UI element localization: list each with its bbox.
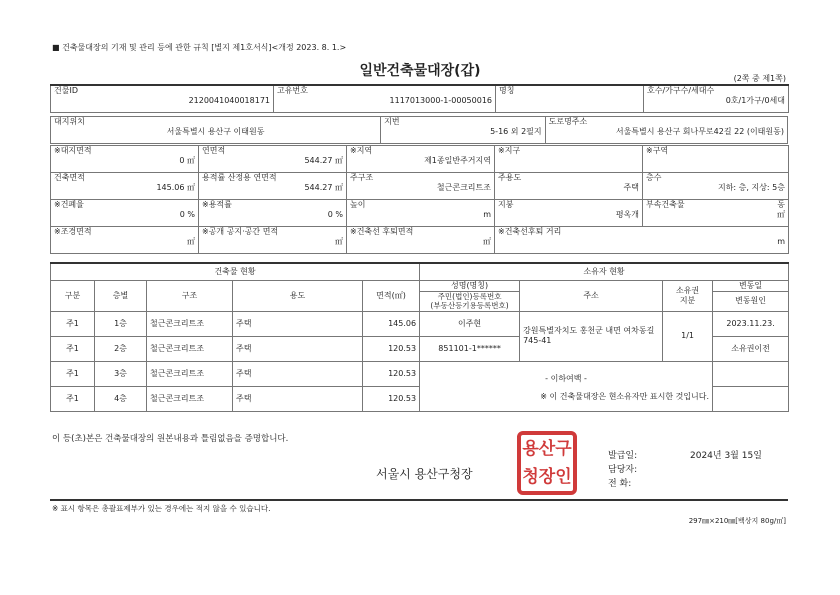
row2-structure: 철근콘크리트조 xyxy=(147,336,233,361)
row4-use: 주택 xyxy=(233,386,363,411)
setback-area-label: ※건축선 후퇴면적 xyxy=(350,227,414,236)
row3-change-empty xyxy=(713,361,789,386)
structure-label: 주구조 xyxy=(350,173,374,182)
row4-gubun: 주1 xyxy=(51,386,95,411)
col-share: 소유권 지분 xyxy=(663,280,713,311)
height-value: m xyxy=(483,210,491,219)
annex-cell xyxy=(643,200,789,227)
building-area-cell xyxy=(51,173,199,200)
row2-gubun: 주1 xyxy=(51,336,95,361)
annex-value: 동 xyxy=(777,200,785,209)
open-space-cell xyxy=(199,227,347,254)
row4-area: 120.53 xyxy=(363,386,420,411)
zone-value: 제1종일반주거지역 xyxy=(424,156,491,165)
owner-share: 1/1 xyxy=(663,311,713,361)
row2-use: 주택 xyxy=(233,336,363,361)
far-floor-cell xyxy=(199,173,347,200)
land-area-label: ※대지면적 xyxy=(54,146,92,155)
row3-use: 주택 xyxy=(233,361,363,386)
units-cell xyxy=(644,85,789,112)
height-label: 높이 xyxy=(350,200,366,209)
owner-change-date: 2023.11.23. xyxy=(713,311,789,336)
total-floor-value: 544.27 ㎡ xyxy=(304,156,343,165)
building-id-label: 건물ID xyxy=(54,86,78,95)
road-label: 도로명주소 xyxy=(548,117,588,126)
page-info: (2쪽 중 제1쪽) xyxy=(733,74,786,83)
roof-cell xyxy=(495,200,643,227)
structure-value: 철근콘크리트조 xyxy=(436,183,491,192)
paper-size: 297㎜×210㎜[백상지 80g/㎡] xyxy=(688,517,786,525)
col-owner-regno: 주민(법인)등록번호 (부동산등기용등록번호) xyxy=(420,291,520,311)
landscape-label: ※조경면적 xyxy=(54,227,92,236)
col-structure: 구조 xyxy=(147,280,233,311)
setback-dist-value: m xyxy=(777,237,785,246)
officer-label: 담당자: xyxy=(608,465,638,475)
row3-floor: 3층 xyxy=(95,361,147,386)
lot-value: 5-16 외 2필지 xyxy=(490,127,542,136)
owner-change-reason: 소유권이전 xyxy=(713,336,789,361)
landscape-value: ㎡ xyxy=(187,237,195,246)
site-cell xyxy=(51,117,381,144)
col-use: 용도 xyxy=(233,280,363,311)
footer-rule xyxy=(50,499,788,501)
row1-structure: 철근콘크리트조 xyxy=(147,311,233,336)
unique-no-value: 1117013000-1-00050016 xyxy=(389,96,492,105)
name-label: 명칭 xyxy=(499,86,515,95)
col-owner-address: 주소 xyxy=(520,280,663,311)
lot-label: 지번 xyxy=(384,117,400,126)
main-use-label: 주용도 xyxy=(498,173,522,182)
blank-note: - 이하여백 - xyxy=(545,374,587,383)
land-area-value: 0 ㎡ xyxy=(179,156,195,165)
row3-gubun: 주1 xyxy=(51,361,95,386)
row4-floor: 4층 xyxy=(95,386,147,411)
row1-use: 주택 xyxy=(233,311,363,336)
row4-structure: 철근콘크리트조 xyxy=(147,386,233,411)
certify-text: 이 등(초)본은 건축물대장의 원본내용과 틀림없음을 증명합니다. xyxy=(52,434,289,444)
seal-line2: 청장인 xyxy=(522,467,572,487)
zone-cell xyxy=(347,146,495,173)
annex-area-value: ㎡ xyxy=(777,210,785,219)
total-floor-cell xyxy=(199,146,347,173)
roof-label: 지붕 xyxy=(498,200,514,209)
setback-area-cell xyxy=(347,227,495,254)
site-label: 대지위치 xyxy=(54,117,85,126)
seal-line1: 용산구 xyxy=(522,439,572,459)
row1-floor: 1층 xyxy=(95,311,147,336)
road-cell xyxy=(545,117,787,144)
annex-label: 부속건축물 xyxy=(646,200,685,209)
units-label: 호수/가구수/세대수 xyxy=(647,86,715,95)
col-owner-name: 성명(명칭) xyxy=(420,280,520,291)
col-area: 면적(㎡) xyxy=(363,280,420,311)
bottom-note: ※ 표시 항목은 총괄표제부가 있는 경우에는 적지 않을 수 있습니다. xyxy=(52,504,271,513)
row3-area: 120.53 xyxy=(363,361,420,386)
units-value: 0호/1가구/0세대 xyxy=(725,96,785,105)
building-id-cell xyxy=(51,85,274,112)
row2-area: 120.53 xyxy=(363,336,420,361)
col-gubun: 구분 xyxy=(51,280,95,311)
zone-label: ※지역 xyxy=(350,146,373,155)
area-table xyxy=(50,145,789,254)
setback-area-value: ㎡ xyxy=(483,237,491,246)
row3-structure: 철근콘크리트조 xyxy=(147,361,233,386)
law-note: ■ 건축물대장의 기재 및 관리 등에 관한 규칙 [별지 제1호서식]<개정 2023. 8. 1.> xyxy=(52,43,347,52)
bcr-label: ※건폐율 xyxy=(54,200,84,209)
owner-name: 이주현 xyxy=(420,311,520,336)
site-value: 서울특별시 용산구 이태원동 xyxy=(166,127,265,136)
road-value: 서울특별시 용산구 회나무로42길 22 (이태원동) xyxy=(615,127,784,136)
setback-dist-label: ※건축선후퇴 거리 xyxy=(498,227,562,236)
area-zone-cell xyxy=(643,146,789,173)
main-use-cell xyxy=(495,173,643,200)
floors-count-value: 지하: 층, 지상: 5층 xyxy=(717,183,785,192)
far-label: ※용적률 xyxy=(202,200,232,209)
bcr-value: 0 % xyxy=(179,210,195,219)
row4-change-empty xyxy=(713,386,789,411)
far-floor-value: 544.27 ㎡ xyxy=(304,183,343,192)
structure-cell xyxy=(347,173,495,200)
unique-no-cell xyxy=(274,85,496,112)
official-seal xyxy=(517,431,577,495)
row1-gubun: 주1 xyxy=(51,311,95,336)
unique-no-label: 고유번호 xyxy=(277,86,308,95)
issuer-name: 서울시 용산구청장 xyxy=(376,467,473,481)
main-use-value: 주택 xyxy=(623,183,639,192)
floors-count-label: 층수 xyxy=(646,173,662,182)
issue-date: 2024년 3월 15일 xyxy=(690,451,762,461)
status-table xyxy=(50,262,789,412)
land-area-cell xyxy=(51,146,199,173)
far-value: 0 % xyxy=(327,210,343,219)
owner-address: 강원특별자치도 홍천군 내면 여차동길 745-41 xyxy=(520,311,663,361)
bcr-cell xyxy=(51,200,199,227)
owner-notes-cell xyxy=(420,361,713,411)
col-change-reason: 변동원인 xyxy=(713,291,789,311)
building-area-label: 건축면적 xyxy=(54,173,85,182)
height-cell xyxy=(347,200,495,227)
area-zone-label: ※구역 xyxy=(646,146,669,155)
site-table xyxy=(50,116,788,144)
page-title: 일반건축물대장(갑) xyxy=(359,63,481,79)
open-space-label: ※공개 공지·공간 면적 xyxy=(202,227,279,236)
lot-cell xyxy=(381,117,546,144)
row1-area: 145.06 xyxy=(363,311,420,336)
phone-label: 전 화: xyxy=(608,479,632,489)
floors-section-title: 건축물 현황 xyxy=(51,263,420,280)
open-space-value: ㎡ xyxy=(335,237,343,246)
row2-floor: 2층 xyxy=(95,336,147,361)
building-id-value: 2120041040018171 xyxy=(188,96,270,105)
owner-note: ※ 이 건축물대장은 현소유자만 표시한 것입니다. xyxy=(540,392,710,401)
setback-dist-cell xyxy=(495,227,789,254)
name-cell xyxy=(496,85,644,112)
landscape-cell xyxy=(51,227,199,254)
total-floor-label: 연면적 xyxy=(202,146,226,155)
floors-count-cell xyxy=(643,173,789,200)
roof-value: 평옥개 xyxy=(615,210,639,219)
owner-regno: 851101-1****** xyxy=(420,336,520,361)
far-cell xyxy=(199,200,347,227)
district-cell xyxy=(495,146,643,173)
district-label: ※지구 xyxy=(498,146,521,155)
col-floor: 층별 xyxy=(95,280,147,311)
summary-table xyxy=(50,84,789,113)
far-floor-label: 용적률 산정용 연면적 xyxy=(202,173,277,182)
col-change-date: 변동일 xyxy=(713,280,789,291)
owner-section-title: 소유자 현황 xyxy=(420,263,789,280)
issue-date-label: 발급일: xyxy=(608,451,638,461)
building-area-value: 145.06 ㎡ xyxy=(156,183,195,192)
